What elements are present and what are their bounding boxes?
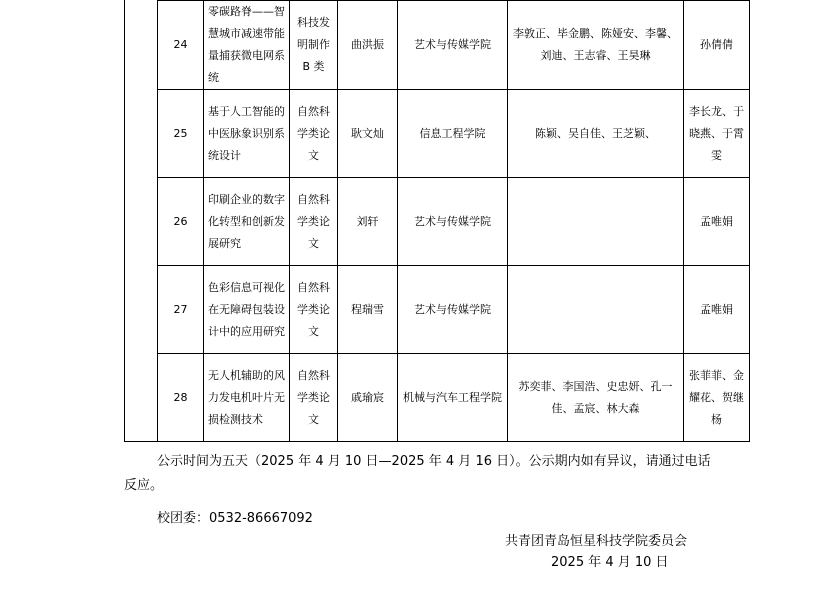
table-row [158, 266, 750, 354]
table-left-border [124, 0, 125, 442]
row-number: 27 [158, 266, 204, 354]
signature-org: 共青团青岛恒星科技学院委员会 [505, 534, 688, 549]
table-row [158, 1, 750, 90]
project-name: 色彩信息可视化在无障碍包装设计中的应用研究 [204, 266, 290, 354]
row-number: 28 [158, 354, 204, 442]
notice-period: 公示时间为五天（2025 年 4 月 10 日—2025 年 4 月 16 日）。公示期内如有异议，请通过电话反应。 [124, 454, 711, 493]
team-members: 苏奕菲、李国浩、史忠妍、孔一佳、孟宸、林大森 [508, 354, 684, 442]
project-leader: 刘轩 [338, 178, 398, 266]
advisor: 孟唯娟 [684, 266, 750, 354]
table-body [158, 1, 750, 442]
project-name: 基于人工智能的中医脉象识别系统设计 [204, 90, 290, 178]
advisor: 孙倩倩 [684, 1, 750, 90]
team-members [508, 178, 684, 266]
project-name: 零碳路脊——智慧城市减速带能量捕获微电网系统 [204, 1, 290, 90]
college: 机械与汽车工程学院 [398, 354, 508, 442]
project-leader: 程瑞雪 [338, 266, 398, 354]
project-category: 自然科学类论文 [290, 178, 338, 266]
college: 艺术与传媒学院 [398, 266, 508, 354]
row-number: 24 [158, 1, 204, 90]
college: 艺术与传媒学院 [398, 1, 508, 90]
signature-date: 2025 年 4 月 10 日 [551, 555, 669, 570]
project-category: 自然科学类论文 [290, 266, 338, 354]
advisor: 张菲菲、金耀花、贺继杨 [684, 354, 750, 442]
table-row [158, 90, 750, 178]
team-members [508, 266, 684, 354]
project-category: 自然科学类论文 [290, 90, 338, 178]
team-members: 陈颖、吴自佳、王芝颖、 [508, 90, 684, 178]
project-category: 自然科学类论文 [290, 354, 338, 442]
advisor: 李长龙、于晓燕、于霄雯 [684, 90, 750, 178]
table-row [158, 354, 750, 442]
row-number: 26 [158, 178, 204, 266]
advisor: 孟唯娟 [684, 178, 750, 266]
project-category: 科技发明制作 B 类 [290, 1, 338, 90]
project-leader: 曲洪振 [338, 1, 398, 90]
college: 艺术与传媒学院 [398, 178, 508, 266]
college: 信息工程学院 [398, 90, 508, 178]
project-leader: 戚瑜宸 [338, 354, 398, 442]
project-name: 无人机辅助的风力发电机叶片无损检测技术 [204, 354, 290, 442]
table-row [158, 178, 750, 266]
project-table [157, 0, 750, 442]
team-members: 李敦正、毕金鹏、陈娅安、李馨、刘迪、王志睿、王昊琳 [508, 1, 684, 90]
project-name: 印刷企业的数字化转型和创新发展研究 [204, 178, 290, 266]
table-bottom-left-edge [124, 441, 158, 442]
project-leader: 耿文灿 [338, 90, 398, 178]
row-number: 25 [158, 90, 204, 178]
notice-contact: 校团委：0532-86667092 [157, 511, 313, 526]
